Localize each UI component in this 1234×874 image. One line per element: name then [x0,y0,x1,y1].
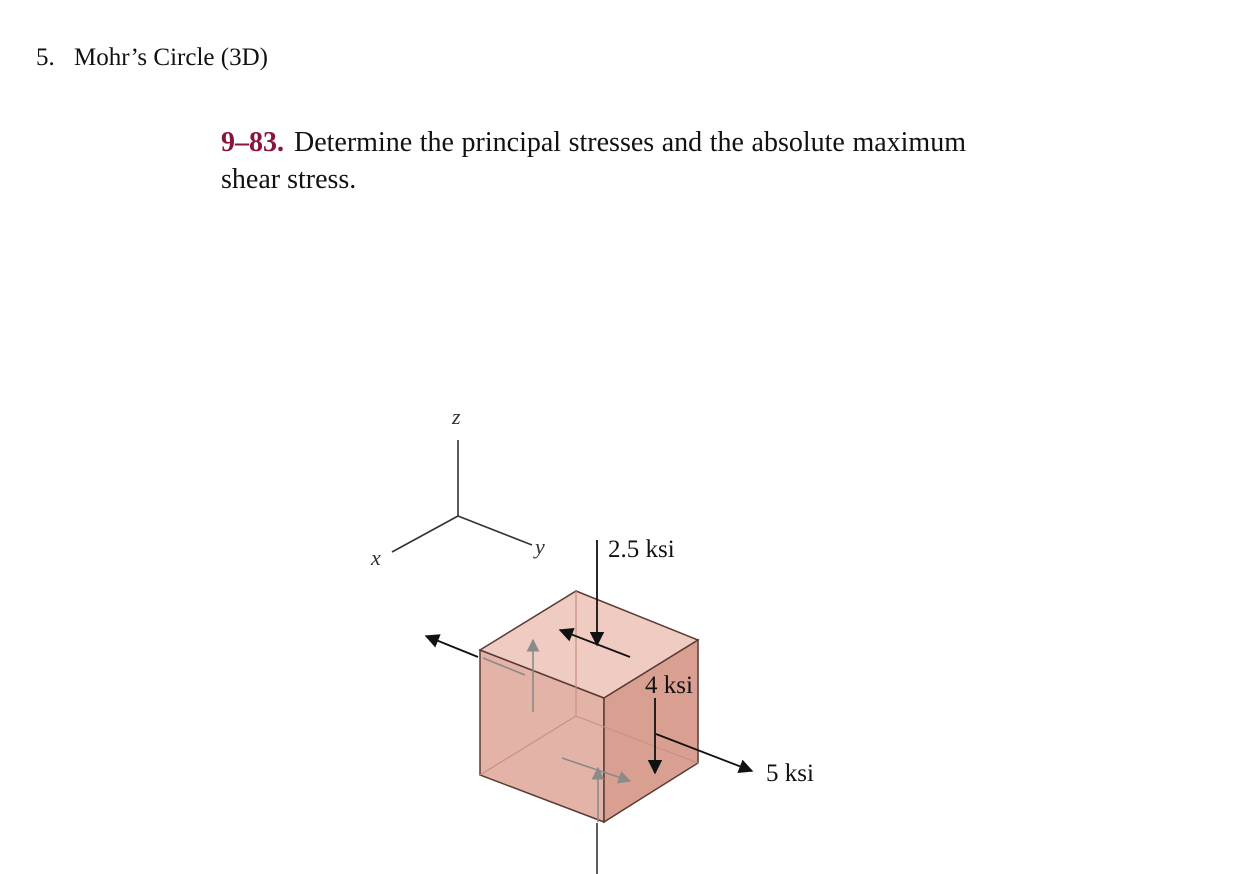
x-axis-line [392,516,458,552]
problem-statement: Determine the principal stresses and the absolute maximum shear stress. [221,127,966,195]
section-title: Mohr’s Circle (3D) [74,44,268,71]
problem-number: 9–83. [221,127,284,158]
shear-stress-label: 4 ksi [645,672,693,699]
y-axis-label: y [535,534,545,559]
section-number: 5. [36,44,55,71]
x-face-normal-arrow [426,636,478,657]
x-axis-label: x [371,545,381,570]
coordinate-axes [392,440,532,552]
y-normal-stress-label: 5 ksi [766,760,814,787]
z-axis-label: z [452,404,461,429]
top-normal-stress-label: 2.5 ksi [608,536,675,563]
y-axis-line [458,516,532,545]
stress-cube [480,591,698,822]
